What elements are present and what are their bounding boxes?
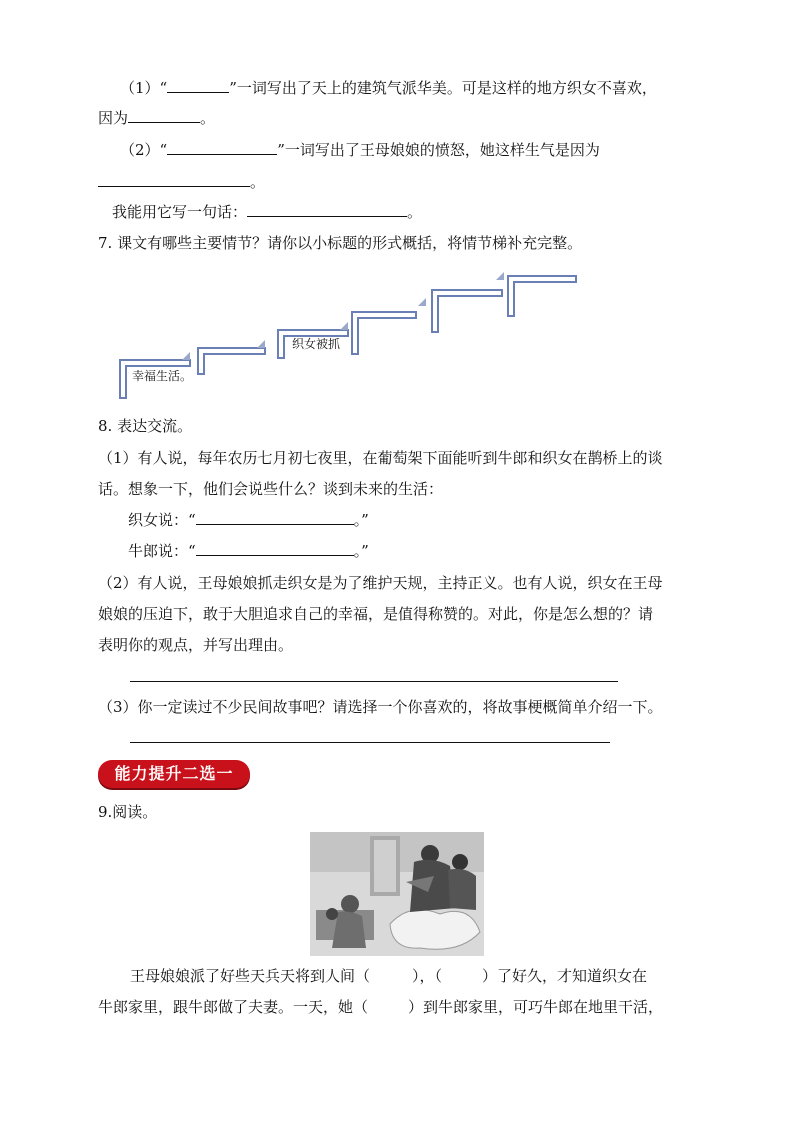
stair-step-4-frame bbox=[352, 312, 416, 354]
q8-p2-answer-line[interactable] bbox=[130, 681, 618, 682]
stair-step-6-frame bbox=[508, 276, 576, 316]
q6-p1-period: 。 bbox=[200, 109, 216, 127]
q6-part2-line1 bbox=[120, 140, 600, 160]
q6-p1-text: ”一词写出了天上的建筑气派华美。可是这样的地方织女不喜欢， bbox=[229, 79, 657, 97]
q9-line1-c: ）了好久，才知道织女在 bbox=[482, 967, 648, 985]
stair-step-2-corner bbox=[257, 340, 265, 348]
stair-step-5-corner bbox=[496, 272, 504, 280]
q9-title: 9.阅读。 bbox=[98, 803, 158, 821]
q8-title: 8. 表达交流。 bbox=[98, 417, 193, 435]
section-badge: 能力提升二选一 bbox=[98, 760, 250, 788]
q6-p1-blank1[interactable] bbox=[167, 78, 229, 93]
q8-niulang-close: 。” bbox=[353, 542, 369, 560]
q8-zhinv-label: 织女说：“ bbox=[128, 511, 196, 529]
q6-p1-blank2[interactable] bbox=[128, 108, 200, 123]
q6-p1-open-quote: （1）“ bbox=[120, 79, 168, 97]
q8-niulang-label: 牛郎说：“ bbox=[128, 542, 196, 560]
q9-line1 bbox=[130, 966, 647, 986]
q8-p3-line: （3）你一定读过不少民间故事吧？请选择一个你喜欢的，将故事梗概简单介绍一下。 bbox=[98, 698, 663, 716]
stair-step-3-corner bbox=[340, 322, 348, 330]
q6-p2-open-quote: （2）“ bbox=[120, 141, 168, 159]
q8-zhinv-blank[interactable] bbox=[196, 510, 354, 525]
q6-part1-line1 bbox=[120, 78, 657, 98]
q9-line2-b: ）到牛郎家里，可巧牛郎在地里干活， bbox=[408, 998, 664, 1016]
q8-zhinv-line bbox=[128, 510, 369, 530]
stair-step-3-label: 织女被抓 bbox=[292, 337, 341, 351]
q7-prompt: 7. 课文有哪些主要情节？请你以小标题的形式概括，将情节梯补充完整。 bbox=[98, 234, 583, 252]
q9-line1-b: ），（ bbox=[412, 967, 443, 985]
stair-step-5-frame bbox=[432, 290, 502, 332]
q9-line1-a: 王母娘娘派了好些天兵天将到人间（ bbox=[130, 967, 371, 985]
q6-part3-line bbox=[112, 202, 422, 222]
q6-p3-text: 我能用它写一句话： bbox=[112, 203, 248, 221]
q8-niulang-line bbox=[128, 541, 369, 561]
q8-p1-line2: 话。想象一下，他们会说些什么？谈到未来的生活： bbox=[98, 480, 444, 498]
stair-step-1-label: 幸福生活。 bbox=[132, 369, 193, 383]
q8-p2-line2: 娘娘的压迫下，敢于大胆追求自己的幸福，是值得称赞的。对此，你是怎么想的？请 bbox=[98, 605, 654, 623]
q8-p3-answer-line[interactable] bbox=[130, 742, 610, 743]
stair-step-2-frame bbox=[198, 348, 265, 374]
q8-p2-line3: 表明你的观点，并写出理由。 bbox=[98, 636, 294, 654]
q9-line2-a: 牛郎家里，跟牛郎做了夫妻。一天，她（ bbox=[98, 998, 369, 1016]
stair-step-1-corner bbox=[182, 352, 190, 360]
q6-p3-blank[interactable] bbox=[247, 202, 407, 217]
q8-p1-line1: （1）有人说，每年农历七月初七夜里，在葡萄架下面能听到牛郎和织女在鹊桥上的谈 bbox=[98, 449, 663, 467]
stair-step-4-corner bbox=[418, 298, 426, 306]
q8-niulang-blank[interactable] bbox=[196, 541, 354, 556]
q6-p2-text: ”一词写出了王母娘娘的愤怒，她这样生气是因为 bbox=[277, 141, 600, 159]
q9-line2 bbox=[98, 997, 663, 1017]
q6-p2-blank2[interactable] bbox=[98, 172, 250, 187]
plot-stair-diagram bbox=[110, 266, 590, 406]
q8-p2-line1: （2）有人说，王母娘娘抓走织女是为了维护天规，主持正义。也有人说，织女在王母 bbox=[98, 574, 663, 592]
story-illustration bbox=[310, 832, 484, 956]
q6-p2-blank1[interactable] bbox=[167, 140, 277, 155]
q6-part1-line2 bbox=[98, 108, 215, 128]
q6-part2-line2 bbox=[98, 172, 265, 192]
q6-p1-because: 因为 bbox=[98, 109, 129, 127]
q8-zhinv-close: 。” bbox=[353, 511, 369, 529]
q6-p2-period: 。 bbox=[250, 173, 266, 191]
q6-p3-period: 。 bbox=[407, 203, 423, 221]
